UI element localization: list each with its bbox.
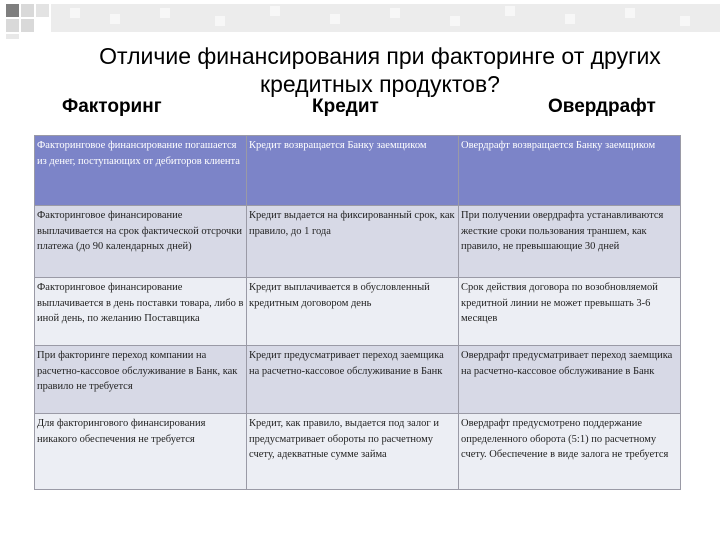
table-row <box>35 206 681 278</box>
table-cell: Кредит выдается на фиксированный срок, как правило, до 1 года <box>247 206 459 278</box>
table-cell: Кредит предусматривает переход заемщика на расчетно-кассовое обслуживание в Банк <box>247 346 459 414</box>
table-row <box>35 278 681 346</box>
table-cell: Факторинговое финансирование погашается из денег, поступающих от дебиторов клиента <box>35 136 247 206</box>
table-cell: Для факторингового финансирования никакого обеспечения не требуется <box>35 414 247 490</box>
table-cell: Овердрафт возвращается Банку заемщиком <box>459 136 681 206</box>
heading-credit: Кредит <box>312 96 379 117</box>
table-cell: Факторинговое финансирование выплачивается на срок фактической отсрочки платежа (до 90 календарных дней) <box>35 206 247 278</box>
table-cell: Кредит выплачивается в обусловленный кредитным договором день <box>247 278 459 346</box>
table-cell: Кредит, как правило, выдается под залог и предусматривает обороты по расчетному счету, адекватные сумме займа <box>247 414 459 490</box>
table-cell: Овердрафт предусматривает переход заемщика на расчетно-кассовое обслуживание в Банк <box>459 346 681 414</box>
heading-factoring: Факторинг <box>62 96 162 117</box>
decorative-squares-header <box>0 0 720 40</box>
table-cell: Кредит возвращается Банку заемщиком <box>247 136 459 206</box>
table-row <box>35 414 681 490</box>
table-cell: При получении овердрафта устанавливаются жесткие сроки пользования траншем, как правило, не превышающие 30 дней <box>459 206 681 278</box>
table-cell: Овердрафт предусмотрено поддержание определенного оборота (5:1) по расчетному счету. Обеспечение в виде залога не требуется <box>459 414 681 490</box>
comparison-table <box>34 135 681 490</box>
table-cell: При факторинге переход компании на расчетно-кассовое обслуживание в Банк, как правило не требуется <box>35 346 247 414</box>
table-cell: Факторинговое финансирование выплачивается в день поставки товара, либо в иной день, по желанию Поставщика <box>35 278 247 346</box>
heading-overdraft: Овердрафт <box>548 96 656 117</box>
table-row <box>35 346 681 414</box>
slide-title: Отличие финансирования при факторинге от других кредитных продуктов? <box>99 43 661 97</box>
table-row <box>35 136 681 206</box>
column-headings <box>0 96 720 122</box>
table-cell: Срок действия договора по возобновляемой кредитной линии не может превышать 3-6 месяцев <box>459 278 681 346</box>
